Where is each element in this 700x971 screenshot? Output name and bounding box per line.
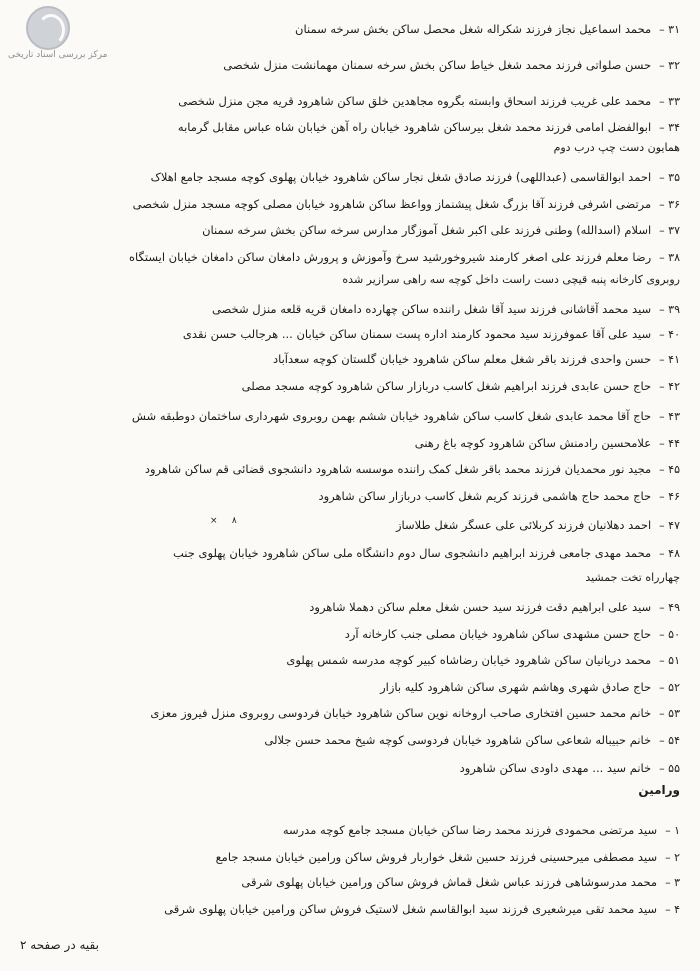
record-line: [30, 302, 680, 317]
record-text: خانم حبیباله شعاعی ساکن شاهرود خیابان فردوسی کوچه شیخ محمد حسن جلالی: [264, 733, 652, 747]
record-number: ۳۶ –: [659, 198, 680, 211]
record-number: ۵۴ –: [659, 734, 680, 747]
record-number: ۴۷ –: [659, 519, 680, 532]
varamin-line: [30, 823, 680, 838]
record-line: [30, 170, 680, 185]
footer-note: بقیه در صفحه ۲: [20, 938, 99, 952]
record-number: ۵۳ –: [659, 707, 680, 720]
record-line: [30, 272, 700, 287]
record-line: [30, 761, 680, 776]
varamin-text: سید مرتضی محمودی فرزند محمد رضا ساکن خیابان مسجد جامع کوچه مدرسه: [282, 823, 658, 837]
record-line: [30, 680, 680, 695]
record-text: رضا معلم فرزند علی اصغر کارمند شیروخورشید سرخ وآموزش و پرورش دامغان ساکن دامغان خیابان ایستگاه: [129, 250, 652, 264]
varamin-text: سید مصطفی میرحسینی فرزند حسین شغل خواربار فروش ساکن ورامین خیابان مسجد جامع: [215, 850, 658, 864]
record-line: [30, 462, 680, 477]
record-line: [30, 223, 680, 238]
record-number: ۴۴ –: [659, 437, 680, 450]
record-number: ۴۰ –: [659, 328, 680, 341]
record-text: همایون دست چپ درب دوم: [553, 141, 680, 154]
record-line: [30, 250, 680, 265]
record-line: [30, 22, 680, 37]
record-text: حاج حسن مشهدی ساکن شاهرود خیابان مصلی جنب کارخانه آرد: [344, 627, 652, 641]
record-number: ۵۵ –: [659, 762, 680, 775]
record-number: ۵۱ –: [659, 654, 680, 667]
varamin-number: ۴ –: [665, 903, 680, 916]
record-text: سید علی آقا عموفرزند سید محمود کارمند اداره پست سمنان ساکن خیابان ... هرجالب حسن نقدی: [182, 327, 652, 341]
record-line: [30, 409, 680, 424]
varamin-line: [30, 875, 680, 890]
record-number: ۵۲ –: [659, 681, 680, 694]
record-text: خانم محمد حسین افتخاری صاحب اروخانه نوین ساکن شاهرود خیابان فردوسی روبروی منزل فیروز معزی: [150, 706, 652, 720]
record-text: چهارراه تخت جمشید: [585, 571, 680, 584]
record-line: [30, 379, 680, 394]
record-number: ۴۸ –: [659, 547, 680, 560]
record-line: [30, 94, 680, 109]
record-line: [30, 140, 700, 155]
record-number: ۳۴ –: [659, 121, 680, 134]
record-text: احمد ابوالقاسمی (عبداللهی) فرزند صادق شغل نجار ساکن شاهرود خیابان پهلوی کوچه مسجد جامع اهلاک: [150, 170, 652, 184]
record-number: ۴۹ –: [659, 601, 680, 614]
section-title: ورامین: [638, 783, 680, 797]
record-number: ۳۸ –: [659, 251, 680, 264]
record-line: [30, 627, 680, 642]
record-text: حاج حسن عابدی فرزند ابراهیم شغل کاسب دربازار ساکن شاهرود کوچه مسجد مصلی: [241, 379, 652, 393]
record-text: محمد دریانیان ساکن شاهرود خیابان رضاشاه کبیر کوچه مدرسه شمس پهلوی: [286, 653, 652, 667]
record-text: خانم سید ... مهدی داودی ساکن شاهرود: [459, 761, 652, 775]
record-line: [30, 352, 680, 367]
record-text: حسن صلواتی فرزند محمد شغل خیاط ساکن بخش سرخه سمنان مهمانشت منزل شخصی: [223, 58, 652, 72]
record-text: روبروی کارخانه پنبه قیچی دست راست داخل کوچه سه راهی سرازیر شده: [342, 273, 680, 286]
record-line: [30, 120, 680, 135]
record-text: محمد مهدی جامعی فرزند ابراهیم دانشجوی سال دوم دانشگاه ملی ساکن شاهرود خیابان پهلوی جنب: [172, 546, 652, 560]
record-number: ۳۷ –: [659, 224, 680, 237]
record-text: محمد اسماعیل نجاز فرزند شکراله شغل محصل ساکن بخش سرخه سمنان: [295, 22, 652, 36]
record-text: مجید نور محمدیان فرزند محمد باقر شغل کمک راننده موسسه شاهرود دانشجوی قضائی قم ساکن شاهرود: [144, 462, 652, 476]
varamin-text: سید محمد تقی میرشعیری فرزند سید ابوالقاسم شغل لاستیک فروش ساکن ورامین خیابان پهلوی شرقی: [164, 902, 658, 916]
record-line: [30, 518, 680, 533]
record-line: [30, 327, 680, 342]
record-text: سید محمد آقاشانی فرزند سید آقا شغل راننده ساکن چهارده دامغان قریه قلعه منزل شخصی: [211, 302, 652, 316]
record-number: ۴۵ –: [659, 463, 680, 476]
record-number: ۳۵ –: [659, 171, 680, 184]
varamin-line: [30, 850, 680, 865]
record-line: [30, 706, 680, 721]
record-line: [30, 600, 680, 615]
varamin-text: محمد مدرسوشاهی فرزند عباس شغل قماش فروش ساکن ورامین خیابان پهلوی شرقی: [241, 875, 658, 889]
record-line: [30, 546, 680, 561]
record-line: [30, 489, 680, 504]
record-line: [30, 58, 680, 73]
record-line: [30, 570, 700, 585]
record-number: ۴۱ –: [659, 353, 680, 366]
record-number: ۳۲ –: [659, 59, 680, 72]
record-text: محمد علی غریب فرزند اسحاق وابسته بگروه مجاهدین خلق ساکن شاهرود قریه مجن منزل شخصی: [178, 94, 652, 108]
record-number: ۴۳ –: [659, 410, 680, 423]
record-number: ۳۱ –: [659, 23, 680, 36]
record-line: [30, 733, 680, 748]
record-text: حاج محمد حاج هاشمی فرزند کریم شغل کاسب دربازار ساکن شاهرود: [318, 489, 652, 503]
varamin-number: ۲ –: [665, 851, 680, 864]
record-text: حسن واحدی فرزند باقر شغل معلم ساکن شاهرود خیابان گلستان کوچه سعدآباد: [272, 352, 652, 366]
record-number: ۳۹ –: [659, 303, 680, 316]
varamin-line: [30, 902, 680, 917]
record-text: حاج آقا محمد عابدی شغل کاسب ساکن شاهرود خیابان ششم بهمن روبروی شهرداری ساختمان دوطبقه شش: [131, 409, 652, 423]
record-number: ۳۳ –: [659, 95, 680, 108]
record-text: احمد دهلانیان فرزند کربلائی علی عسگر شغل طلاساز: [395, 518, 652, 532]
record-text: سید علی ابراهیم دقت فرزند سید حسن شغل معلم ساکن دهملا شاهرود: [309, 600, 652, 614]
record-text: حاج صادق شهری وهاشم شهری ساکن شاهرود کلیه بازار: [380, 680, 652, 694]
archive-logo-text: مرکز بررسی اسناد تاریخی: [8, 50, 108, 60]
record-text: ابوالفضل امامی فرزند محمد شغل بیرساکن شاهرود خیابان راه آهن خیابان شاه عباس مقابل گرمابه: [177, 120, 652, 134]
record-line: [30, 436, 680, 451]
margin-note: × ۸: [210, 516, 237, 526]
record-number: ۴۶ –: [659, 490, 680, 503]
record-line: [30, 653, 680, 668]
varamin-number: ۳ –: [665, 876, 680, 889]
record-line: [30, 197, 680, 212]
varamin-number: ۱ –: [665, 824, 680, 837]
record-number: ۵۰ –: [659, 628, 680, 641]
record-text: علامحسین رادمنش ساکن شاهرود کوچه باغ رهنی: [414, 436, 652, 450]
record-text: اسلام (اسدالله) وطنی فرزند علی اکبر شغل آموزگار مدارس سرخه ساکن بخش سرخه سمنان: [202, 223, 652, 237]
record-number: ۴۲ –: [659, 380, 680, 393]
record-text: مرتضی اشرفی فرزند آقا بزرگ شغل پیشنماز وواعظ ساکن شاهرود خیابان مصلی کوچه مسجد منزل شخصی: [132, 197, 652, 211]
